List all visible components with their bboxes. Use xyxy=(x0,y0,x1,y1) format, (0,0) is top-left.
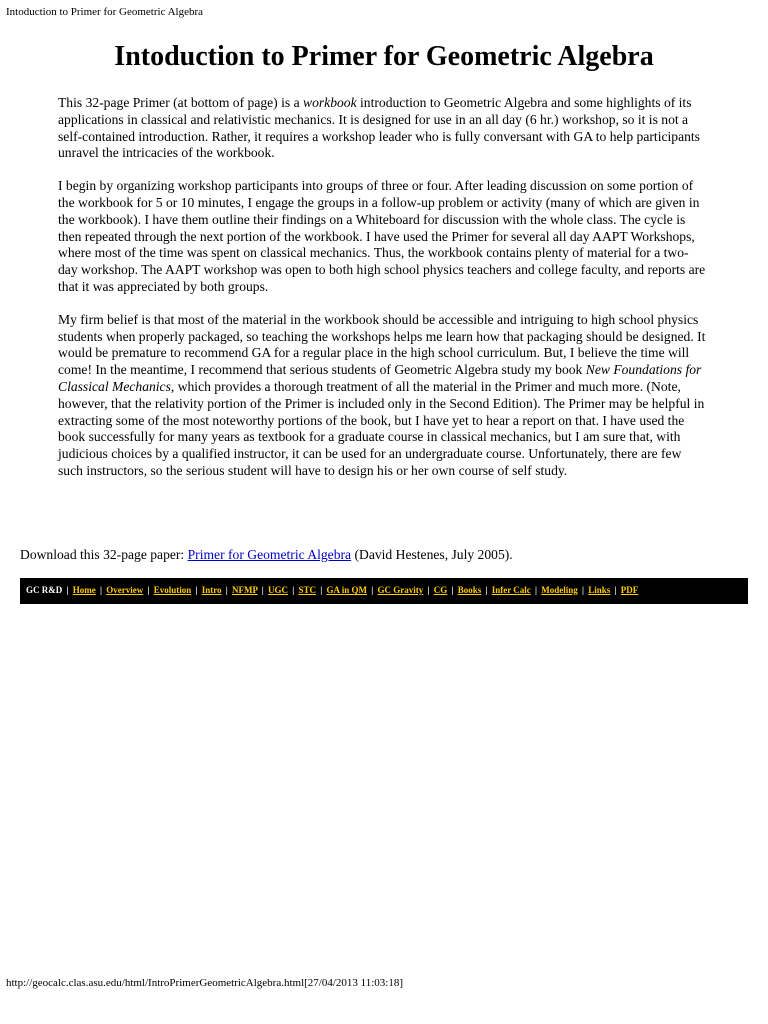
navbar-separator: | xyxy=(535,585,538,595)
navbar-separator: | xyxy=(292,585,295,595)
download-text-b: (David Hestenes, July 2005). xyxy=(351,547,513,562)
navbar-separator: | xyxy=(99,585,102,595)
primer-download-link[interactable]: Primer for Geometric Algebra xyxy=(187,547,352,562)
paragraph-belief-text-a: My firm belief is that most of the material in the workbook should be accessible and intriguing to high school physics students when properly packaged, so teaching the workshops helps me learn how that packaging should be designed. It would be premature to recommend GA for a regular place in the high school curriculum. But, I believe the time will come! In the meantime, I recommend that serious students of Geometric Algebra study my book xyxy=(58,311,706,378)
nav-link-stc[interactable]: STC xyxy=(298,585,316,595)
navbar-separator: | xyxy=(195,585,198,595)
navbar-separator: | xyxy=(451,585,454,595)
site-navbar xyxy=(20,578,748,604)
download-line xyxy=(20,547,750,564)
nav-link-nfmp[interactable]: NFMP xyxy=(232,585,258,595)
book-title-emphasis: New Foundations for Classical Mechanics xyxy=(58,362,702,394)
nav-link-overview[interactable]: Overview xyxy=(106,585,144,595)
navbar-separator: | xyxy=(320,585,323,595)
navbar-separator: | xyxy=(371,585,374,595)
navbar-brand: GC R&D xyxy=(26,585,63,595)
paragraph-intro xyxy=(58,95,708,162)
paragraph-belief-text-b: , which provides a thorough treatment of all the material in the Primer and much more. (Note, however, that the relativity portion of the Primer is included only in the Second Edition). The Primer may be helpful in extracting some of the most noteworthy portions of the book, but I have yet to hear a report on that. I have used the book successfully for many years as textbook for a graduate course in classical mechanics, but I am sure that, with judicious choices by a qualified instructor, it can be used for an undergraduate course. Unfortunately, there are few such instructors, so the serious student will have to design his or her own course of self study. xyxy=(58,378,705,478)
navbar-separator: | xyxy=(66,585,69,595)
article-body xyxy=(58,95,708,496)
nav-link-links[interactable]: Links xyxy=(588,585,611,595)
nav-link-cg[interactable]: CG xyxy=(433,585,448,595)
navbar-separator: | xyxy=(485,585,488,595)
print-footer-url: http://geocalc.clas.asu.edu/html/IntroPrimerGeometricAlgebra.html[27/04/2013 11:03:18] xyxy=(6,977,404,989)
nav-link-modeling[interactable]: Modeling xyxy=(541,585,578,595)
nav-link-intro[interactable]: Intro xyxy=(201,585,222,595)
nav-link-home[interactable]: Home xyxy=(72,585,96,595)
paragraph-intro-text-b: introduction to Geometric Algebra and some highlights of its applications in classical and relativistic mechanics. It is designed for use in an all day (6 hr.) workshop, so it is not a self-contained introduction. Rather, it requires a workshop leader who is fully conversant with GA to help participants unravel the intricacies of the workbook. xyxy=(58,95,700,161)
print-header: Intoduction to Primer for Geometric Algebra xyxy=(6,6,204,18)
navbar-separator: | xyxy=(147,585,150,595)
navbar-separator: | xyxy=(614,585,617,595)
navbar-separator: | xyxy=(427,585,430,595)
nav-link-books[interactable]: Books xyxy=(457,585,482,595)
download-text-a: Download this 32-page paper: xyxy=(20,547,188,562)
paragraph-workshop: I begin by organizing workshop participants into groups of three or four. After leading discussion on some portion of the workbook for 5 or 10 minutes, I engage the groups in a follow-up problem or activity (many of which are given in the workbook). I have them outline their findings on a Whiteboard for discussion with the whole class. The cycle is then repeated through the next portion of the workbook. I have used the Primer for several all day AAPT Workshops, where most of the time was spent on classical mechanics. Thus, the workbook contains plenty of material for a two-day workshop. The AAPT workshop was open to both high school physics teachers and college faculty, and reports are that it was appreciated by both groups. xyxy=(58,178,706,294)
nav-link-ga-in-qm[interactable]: GA in QM xyxy=(326,585,367,595)
nav-link-infer-calc[interactable]: Infer Calc xyxy=(491,585,531,595)
navbar-separator: | xyxy=(225,585,228,595)
paragraph-intro-text-a: This 32-page Primer (at bottom of page) is a xyxy=(58,95,303,110)
nav-link-ugc[interactable]: UGC xyxy=(268,585,288,595)
page-title: Intoduction to Primer for Geometric Algebra xyxy=(114,41,654,72)
paragraph-belief xyxy=(58,312,708,480)
nav-link-gc-gravity[interactable]: GC Gravity xyxy=(377,585,424,595)
nav-link-evolution[interactable]: Evolution xyxy=(153,585,192,595)
workbook-emphasis: workbook xyxy=(303,95,357,110)
navbar-separator: | xyxy=(582,585,585,595)
navbar-separator: | xyxy=(261,585,264,595)
nav-link-pdf[interactable]: PDF xyxy=(620,585,639,595)
